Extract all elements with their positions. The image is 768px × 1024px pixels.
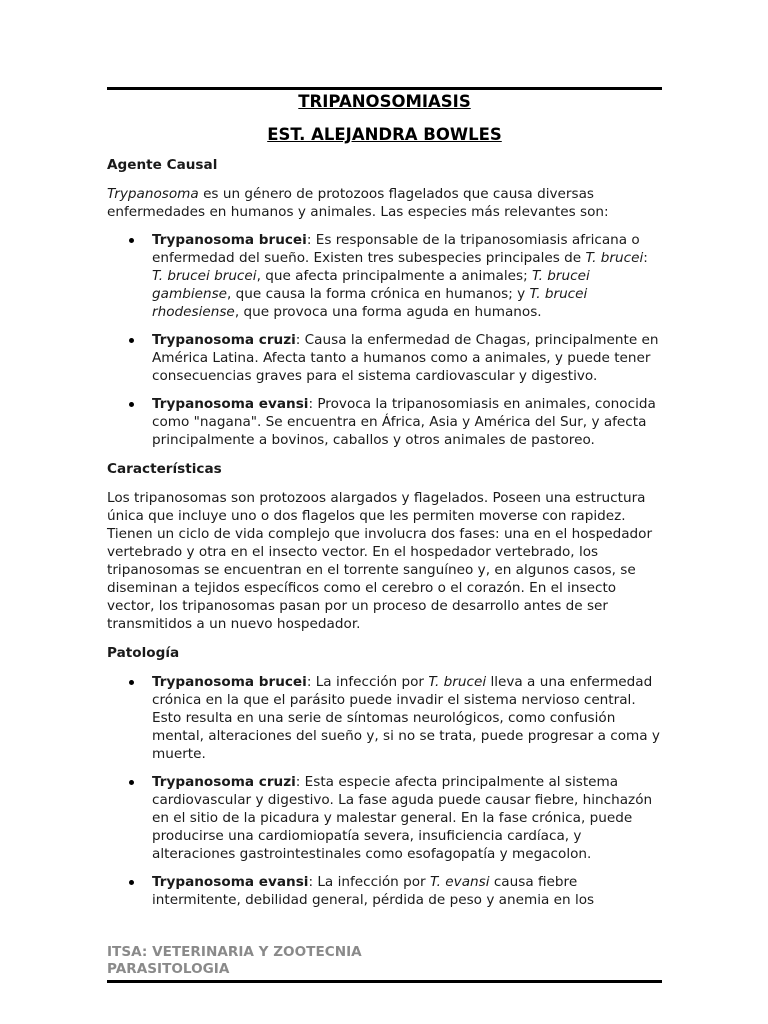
- list-item: Trypanosoma cruzi: Causa la enfermedad de Chagas, principalmente en América Latina. Afecta tanto a humanos como a animales, y puede tener consecuencias graves para el sistema cardiovascular y digestivo.: [152, 331, 662, 385]
- list-item: Trypanosoma brucei: La infección por T. brucei lleva a una enfermedad crónica en la que el parásito puede invadir el sistema nervioso central. Esto resulta en una serie de síntomas neurológicos, como confusión mental, alteraciones del sueño y, si no se trata, puede progresar a coma y muerte.: [152, 673, 662, 763]
- caracteristicas-text: Los tripanosomas son protozoos alargados y flagelados. Poseen una estructura única que incluye uno o dos flagelos que les permiten moverse con rapidez. Tienen un ciclo de vida complejo que involucra dos fases: una en el hospedador vertebrado y otra en el insecto vector. En el hospedador vertebrado, los tripanosomas se encuentran en el torrente sanguíneo y, en algunos casos, se diseminan a tejidos específicos como el cerebro o el corazón. En el insecto vector, los tripanosomas pasan por un proceso de desarrollo antes de ser transmitidos a un nuevo hospedador.: [107, 490, 653, 632]
- footer-line-institution: ITSA: VETERINARIA Y ZOOTECNIA: [107, 944, 362, 960]
- document-title: TRIPANOSOMIASIS: [298, 92, 471, 111]
- agente-intro: Trypanosoma es un género de protozoos flagelados que causa diversas enfermedades en humanos y animales. Las especies más relevantes son:: [107, 186, 609, 220]
- patologia-list: [107, 673, 662, 909]
- list-item: Trypanosoma cruzi: Esta especie afecta principalmente al sistema cardiovascular y digestivo. La fase aguda puede causar fiebre, hinchazón en el sitio de la picadura y malestar general. En la fase crónica, puede producirse una cardiomiopatía severa, insuficiencia cardíaca, y alteraciones gastrointestinales como esofagopatía y megacolon.: [152, 773, 662, 863]
- document-body: [107, 155, 662, 919]
- list-item: Trypanosoma evansi: Provoca la tripanosomiasis en animales, conocida como "nagana". Se encuentra en África, Asia y América del Sur, y afecta principalmente a bovinos, caballos y otros animales de pastoreo.: [152, 395, 662, 449]
- document-author: EST. ALEJANDRA BOWLES: [267, 125, 502, 144]
- footer-rule: [107, 980, 662, 983]
- section-heading-patologia: Patología: [107, 645, 180, 661]
- section-heading-agente: Agente Causal: [107, 157, 218, 173]
- page-footer: [107, 944, 362, 978]
- header-rule: [107, 87, 662, 90]
- list-item: Trypanosoma brucei: Es responsable de la tripanosomiasis africana o enfermedad del sueño. Existen tres subespecies principales de T. brucei: T. brucei brucei, que afecta principalmente a animales; T. brucei gambiense, que causa la forma crónica en humanos; y T. brucei rhodesiense, que provoca una forma aguda en humanos.: [152, 231, 662, 321]
- list-item: Trypanosoma evansi: La infección por T. evansi causa fiebre intermitente, debilidad general, pérdida de peso y anemia en los: [152, 873, 662, 909]
- agente-list: [107, 231, 662, 449]
- footer-line-course: PARASITOLOGIA: [107, 961, 230, 977]
- section-heading-caracteristicas: Características: [107, 461, 222, 477]
